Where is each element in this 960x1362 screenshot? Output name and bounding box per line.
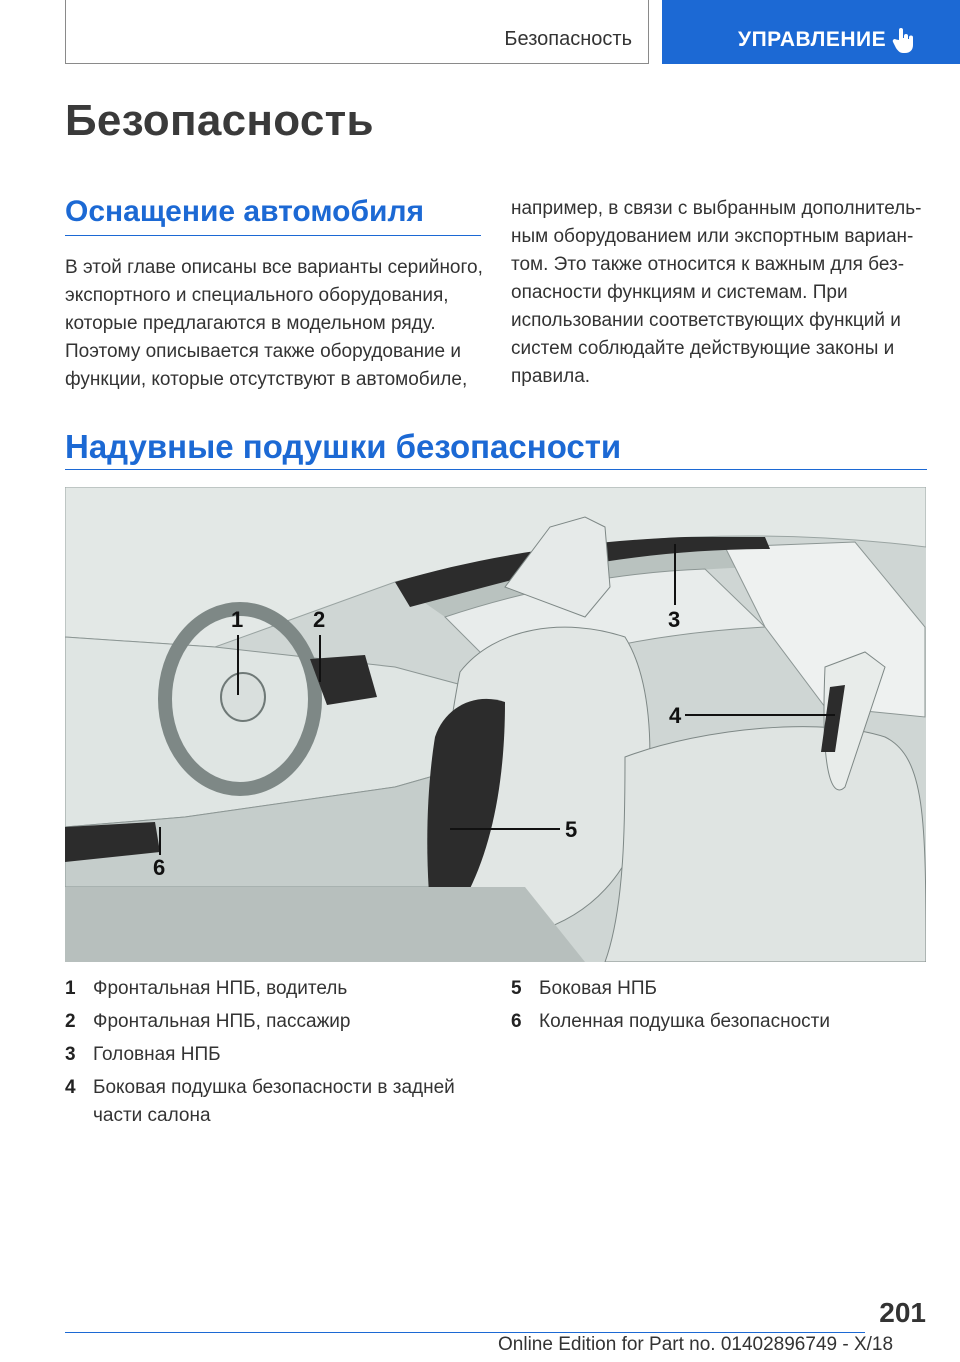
header-chapter-label: УПРАВЛЕНИЕ (738, 28, 887, 51)
equipment-paragraph-col1: В этой главе описаны все варианты серийного, экспортного и специального оборудования, которые предлагаются в модельном ряду. Поэтому описывается также оборудование и функции, которые отсутствуют в автомобиле, (65, 257, 483, 390)
section-heading-equipment: Оснащение автомобиля (65, 195, 425, 228)
legend-item (65, 1074, 475, 1130)
section-rule (65, 469, 927, 470)
legend-left (65, 975, 475, 1135)
callout-label-6: 6 (153, 855, 166, 880)
legend-number: 2 (65, 1011, 76, 1032)
callout-label-2: 2 (313, 607, 326, 632)
header-section-label: Безопасность (504, 28, 632, 50)
legend-number: 5 (511, 978, 522, 999)
legend-item (65, 975, 475, 1003)
header-section-tab (65, 0, 649, 64)
legend-right (511, 975, 926, 1041)
legend-text: Коленная подушка безопасности (539, 1011, 830, 1032)
equipment-paragraph-col2: например, в связи с выбранным дополнительным оборудованием или экспортным вариантом. Это также относится к важным для безопасности функциям и системам. При использовании соответствующих функций и систем соблюдайте действующие законы и правила. (511, 198, 922, 387)
callout-label-3: 3 (668, 607, 681, 632)
legend-number: 3 (65, 1044, 76, 1065)
header-chapter-tab (662, 0, 960, 64)
airbag-diagram (65, 487, 926, 962)
legend-text: Головная НПБ (93, 1044, 221, 1065)
footer-rule (65, 1332, 865, 1333)
legend-item (511, 1008, 926, 1036)
hand-pointer-icon (892, 26, 916, 54)
legend-item (511, 975, 926, 1003)
callout-label-4: 4 (669, 703, 682, 728)
legend-number: 1 (65, 978, 76, 999)
legend-number: 6 (511, 1011, 522, 1032)
legend-number: 4 (65, 1077, 76, 1098)
section-heading-airbags: Надувные подушки безопасности (65, 428, 622, 465)
legend-text: Боковая подушка безопасности в задней части салона (93, 1077, 455, 1126)
legend-item (65, 1041, 475, 1069)
callout-label-5: 5 (565, 817, 578, 842)
legend-text: Фронтальная НПБ, водитель (93, 978, 348, 999)
legend-text: Боковая НПБ (539, 978, 657, 999)
callout-label-1: 1 (231, 607, 244, 632)
legend-text: Фронтальная НПБ, пассажир (93, 1011, 351, 1032)
page-number: 201 (879, 1297, 926, 1328)
footer-edition: Online Edition for Part no. 01402896749 - X/18 (498, 1334, 894, 1355)
section-rule (65, 235, 481, 236)
legend-item (65, 1008, 475, 1036)
page-title: Безопасность (65, 96, 374, 145)
